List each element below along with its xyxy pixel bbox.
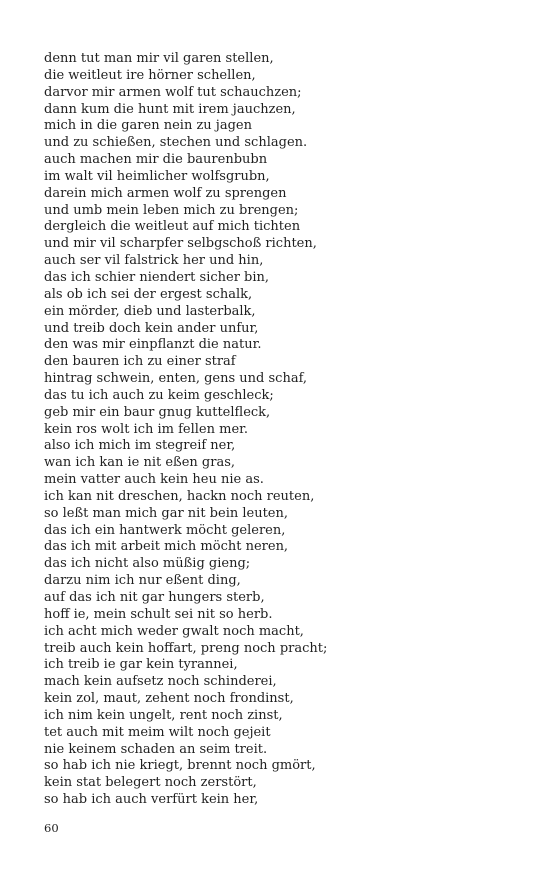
poem-line: wan ich kan ie nit eßen gras, [44,455,235,471]
poem-line: dergleich die weitleut auf mich tichten [44,219,301,235]
poem-text [44,51,514,809]
poem-line: und umb mein leben mich zu brengen; [44,202,299,218]
poem-line: und mir vil scharpfer selbgschoß richten, [44,236,317,252]
poem-line: das ich ein hantwerk möcht geleren, [44,522,286,538]
poem-line: im walt vil heimlicher wolfsgrubn, [44,168,270,184]
poem-line: als ob ich sei der ergest schalk, [44,286,253,302]
poem-line: dann kum die hunt mit irem jauchzen, [44,101,296,117]
poem-line: hoff ie, mein schult sei nit so herb. [44,606,273,622]
poem-line: das tu ich auch zu keim geschleck; [44,387,274,403]
poem-line: kein ros wolt ich im fellen mer. [44,421,249,437]
poem-line: das ich mit arbeit mich möcht neren, [44,539,289,555]
poem-line: das ich nicht also müßig gieng; [44,556,251,572]
poem-line: die weitleut ire hörner schellen, [44,67,256,83]
poem-line: also ich mich im stegreif ner, [44,438,236,454]
poem-line: denn tut man mir vil garen stellen, [44,51,274,66]
poem-line: ich treib ie gar kein tyrannei, [44,657,238,673]
poem-line: ich acht mich weder gwalt noch macht, [44,623,304,639]
poem-line: und zu schießen, stechen und schlagen. [44,135,308,151]
poem-line: auch ser vil falstrick her und hin, [44,253,264,269]
poem-line: darvor mir armen wolf tut schauchzen; [44,84,302,100]
poem-line: ein mörder, dieb und lasterbalk, [44,303,256,319]
poem-line: so hab ich auch verfürt kein her, [44,792,259,808]
poem-line: mich in die garen nein zu jagen [44,118,252,134]
poem-line: den bauren ich zu einer straf [44,354,236,370]
poem-line: geb mir ein baur gnug kuttelfleck, [44,404,271,420]
poem-line: kein stat belegert noch zerstört, [44,775,257,791]
poem-line: kein zol, maut, zehent noch frondinst, [44,691,294,707]
poem-line: so leßt man mich gar nit bein leuten, [44,505,289,521]
poem-line: so hab ich nie kriegt, brennt noch gmört, [44,758,316,774]
page-number: 60 [44,821,59,835]
poem-line: und treib doch kein ander unfur, [44,320,259,336]
poem-line: nie keinem schaden an seim treit. [44,741,268,757]
poem-line: treib auch kein hoffart, preng noch pracht; [44,640,328,656]
poem-line: darzu nim ich nur eßent ding, [44,573,241,589]
poem-line: das ich schier niendert sicher bin, [44,269,270,285]
poem-line: ich kan nit dreschen, hackn noch reuten, [44,488,315,504]
poem-line: hintrag schwein, enten, gens und schaf, [44,371,308,387]
poem-line: darein mich armen wolf zu sprengen [44,185,287,201]
poem-line: den was mir einpflanzt die natur. [44,337,262,353]
poem-line: tet auch mit meim wilt noch gejeit [44,724,271,740]
poem-line: mein vatter auch kein heu nie as. [44,472,264,488]
poem-line: auch machen mir die baurenbubn [44,152,268,168]
poem-line: auf das ich nit gar hungers sterb, [44,590,265,605]
poem-line: ich nim kein ungelt, rent noch zinst, [44,707,283,723]
poem-line: mach kein aufsetz noch schinderei, [44,674,277,690]
